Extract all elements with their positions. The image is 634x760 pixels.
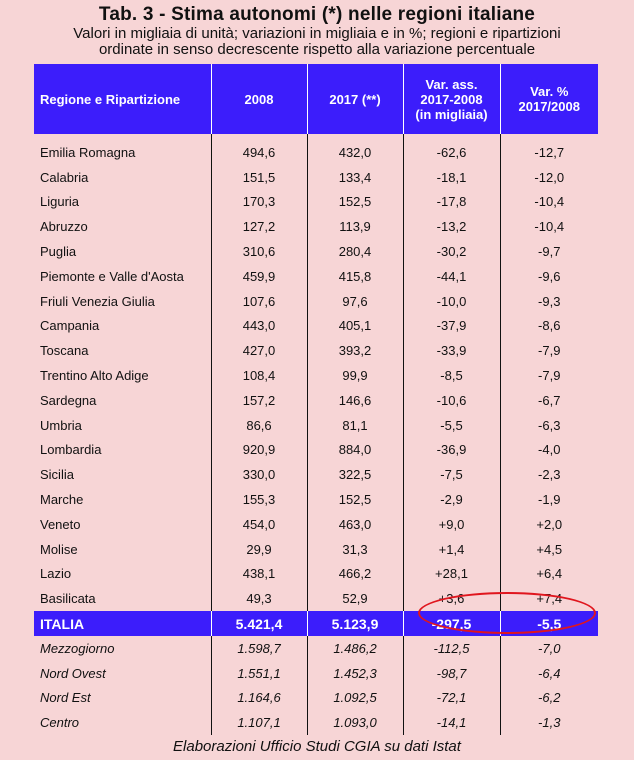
cell-var-pct: -6,2 <box>500 686 598 711</box>
cell-y2008: 108,4 <box>211 363 307 388</box>
cell-var-pct: -7,9 <box>500 363 598 388</box>
subtotal-row <box>34 686 598 711</box>
table-row <box>34 134 598 165</box>
subtitle-line-2: ordinate in senso decrescente rispetto alla variazione percentuale <box>98 41 536 58</box>
cell-region: Campania <box>40 318 100 334</box>
cell-var-pct: -1,9 <box>500 487 598 512</box>
cell-y2008: 107,6 <box>211 289 307 314</box>
cell-y2017: 1.452,3 <box>307 661 403 686</box>
cell-y2017: 463,0 <box>307 512 403 537</box>
table-row <box>34 363 598 388</box>
table-row <box>34 562 598 587</box>
cell-var-pct: -5,5 <box>500 611 598 636</box>
table-row <box>34 537 598 562</box>
cell-var-pct: -7,9 <box>500 338 598 363</box>
cell-region: Lazio <box>40 566 72 582</box>
cell-y2017: 884,0 <box>307 438 403 463</box>
cell-y2008: 459,9 <box>211 264 307 289</box>
cell-var-abs: -7,5 <box>403 462 500 487</box>
cell-region: Mezzogiorno <box>40 640 115 656</box>
table-row <box>34 413 598 438</box>
table-row <box>34 264 598 289</box>
cell-var-abs: -8,5 <box>403 363 500 388</box>
cell-y2017: 113,9 <box>307 214 403 239</box>
cell-var-abs: +1,4 <box>403 537 500 562</box>
table-row <box>34 438 598 463</box>
cell-var-abs: -10,6 <box>403 388 500 413</box>
cell-y2008: 155,3 <box>211 487 307 512</box>
cell-region: Calabria <box>40 169 89 185</box>
cell-region: Nord Est <box>40 690 91 706</box>
cell-region: Puglia <box>40 244 77 260</box>
cell-var-abs: -44,1 <box>403 264 500 289</box>
header-var-pct <box>500 64 598 134</box>
cell-y2008: 427,0 <box>211 338 307 363</box>
cell-var-abs: -30,2 <box>403 239 500 264</box>
cell-y2017: 466,2 <box>307 562 403 587</box>
header-row <box>34 64 598 134</box>
cell-var-abs: -5,5 <box>403 413 500 438</box>
cell-region: Marche <box>40 492 84 508</box>
header-2008: 2008 <box>211 64 307 134</box>
cell-var-abs: -33,9 <box>403 338 500 363</box>
cell-var-pct: -9,7 <box>500 239 598 264</box>
table-row <box>34 487 598 512</box>
cell-var-abs: +3,6 <box>403 586 500 611</box>
cell-y2017: 405,1 <box>307 314 403 339</box>
cell-var-pct: -12,0 <box>500 165 598 190</box>
cell-y2008: 151,5 <box>211 165 307 190</box>
cell-y2017: 99,9 <box>307 363 403 388</box>
cell-region: Abruzzo <box>40 219 88 235</box>
cell-y2008: 1.598,7 <box>211 636 307 661</box>
cell-region: Piemonte e Valle d'Aosta <box>40 268 184 284</box>
cell-y2008: 454,0 <box>211 512 307 537</box>
subtotal-row <box>34 636 598 661</box>
cell-var-abs: -98,7 <box>403 661 500 686</box>
cell-var-pct: -10,4 <box>500 190 598 215</box>
cell-var-abs: +28,1 <box>403 562 500 587</box>
cell-region: Basilicata <box>40 591 96 607</box>
cell-y2017: 415,8 <box>307 264 403 289</box>
cell-y2017: 146,6 <box>307 388 403 413</box>
cell-region: Veneto <box>40 516 81 532</box>
table-row <box>34 338 598 363</box>
cell-y2017: 1.486,2 <box>307 636 403 661</box>
cell-y2017: 81,1 <box>307 413 403 438</box>
table-row <box>34 314 598 339</box>
cell-var-abs: +9,0 <box>403 512 500 537</box>
cell-var-pct: -12,7 <box>500 134 598 165</box>
header-var-abs-line-2: 2017-2008 <box>420 91 483 107</box>
cell-y2008: 29,9 <box>211 537 307 562</box>
cell-region: Emilia Romagna <box>40 144 136 160</box>
cell-var-abs: -37,9 <box>403 314 500 339</box>
header-region: Regione e Ripartizione <box>34 64 211 134</box>
cell-y2008: 920,9 <box>211 438 307 463</box>
cell-region: Molise <box>40 541 78 557</box>
cell-region: Centro <box>40 715 80 731</box>
data-table <box>34 64 598 735</box>
cell-var-abs: -18,1 <box>403 165 500 190</box>
cell-var-pct: -2,3 <box>500 462 598 487</box>
table-row <box>34 512 598 537</box>
header-var-pct-line-1: Var. % <box>530 84 569 99</box>
cell-y2017: 322,5 <box>307 462 403 487</box>
table-row <box>34 239 598 264</box>
table-title: Tab. 3 - Stima autonomi (*) nelle regioni italiane <box>98 4 536 25</box>
header-var-abs <box>403 64 500 134</box>
table-row <box>34 214 598 239</box>
cell-y2008: 438,1 <box>211 562 307 587</box>
cell-y2017: 133,4 <box>307 165 403 190</box>
cell-y2017: 280,4 <box>307 239 403 264</box>
subtitle-line-1: Valori in migliaia di unità; variazioni in migliaia e in %; regioni e ripartizioni <box>73 25 561 42</box>
cell-region: Friuli Venezia Giulia <box>40 293 155 309</box>
cell-y2017: 52,9 <box>307 586 403 611</box>
cell-var-abs: -297,5 <box>403 611 500 636</box>
cell-y2008: 1.107,1 <box>211 710 307 735</box>
cell-var-abs: -72,1 <box>403 686 500 711</box>
cell-var-pct: -9,3 <box>500 289 598 314</box>
header-var-abs-line-1: Var. ass. <box>425 76 478 92</box>
cell-region: Liguria <box>40 194 80 210</box>
cell-var-abs: -36,9 <box>403 438 500 463</box>
cell-y2017: 31,3 <box>307 537 403 562</box>
cell-var-pct: +2,0 <box>500 512 598 537</box>
cell-region: ITALIA <box>34 611 211 636</box>
cell-y2017: 393,2 <box>307 338 403 363</box>
header-2017: 2017 (**) <box>307 64 403 134</box>
cell-var-pct: +4,5 <box>500 537 598 562</box>
cell-region: Toscana <box>40 343 89 359</box>
cell-y2008: 494,6 <box>211 134 307 165</box>
cell-var-pct: -4,0 <box>500 438 598 463</box>
table-row <box>34 388 598 413</box>
cell-y2017: 1.093,0 <box>307 710 403 735</box>
cell-var-abs: -2,9 <box>403 487 500 512</box>
table-row <box>34 165 598 190</box>
cell-y2008: 49,3 <box>211 586 307 611</box>
cell-var-pct: +7,4 <box>500 586 598 611</box>
table-subtitle <box>0 26 634 58</box>
cell-y2017: 152,5 <box>307 487 403 512</box>
cell-var-pct: -6,4 <box>500 661 598 686</box>
cell-y2008: 170,3 <box>211 190 307 215</box>
cell-var-pct: -1,3 <box>500 710 598 735</box>
table-row <box>34 462 598 487</box>
subtotal-row <box>34 661 598 686</box>
cell-y2017: 5.123,9 <box>307 611 403 636</box>
cell-var-abs: -17,8 <box>403 190 500 215</box>
table-row <box>34 190 598 215</box>
cell-var-pct: +6,4 <box>500 562 598 587</box>
cell-y2008: 330,0 <box>211 462 307 487</box>
cell-var-pct: -6,3 <box>500 413 598 438</box>
cell-var-pct: -6,7 <box>500 388 598 413</box>
cell-y2017: 1.092,5 <box>307 686 403 711</box>
cell-region: Trentino Alto Adige <box>40 368 149 384</box>
cell-region: Umbria <box>40 417 82 433</box>
cell-region: Sardegna <box>40 392 97 408</box>
cell-var-pct: -7,0 <box>500 636 598 661</box>
subtotal-row <box>34 710 598 735</box>
cell-region: Lombardia <box>40 442 102 458</box>
cell-var-pct: -10,4 <box>500 214 598 239</box>
cell-var-pct: -8,6 <box>500 314 598 339</box>
header-var-pct-line-2: 2017/2008 <box>518 99 580 114</box>
cell-y2008: 1.551,1 <box>211 661 307 686</box>
highlight-circle <box>418 592 596 634</box>
cell-var-pct: -9,6 <box>500 264 598 289</box>
cell-region: Sicilia <box>40 467 74 483</box>
cell-y2008: 310,6 <box>211 239 307 264</box>
source-note: Elaborazioni Ufficio Studi CGIA su dati Istat <box>173 738 461 755</box>
cell-y2008: 443,0 <box>211 314 307 339</box>
cell-y2017: 152,5 <box>307 190 403 215</box>
cell-y2008: 127,2 <box>211 214 307 239</box>
cell-var-abs: -13,2 <box>403 214 500 239</box>
cell-y2008: 157,2 <box>211 388 307 413</box>
cell-y2008: 5.421,4 <box>211 611 307 636</box>
cell-y2017: 97,6 <box>307 289 403 314</box>
table-row <box>34 289 598 314</box>
cell-y2008: 1.164,6 <box>211 686 307 711</box>
cell-region: Nord Ovest <box>40 665 106 681</box>
cell-y2008: 86,6 <box>211 413 307 438</box>
cell-var-abs: -14,1 <box>403 710 500 735</box>
header-var-abs-line-3: (in migliaia) <box>415 106 488 122</box>
cell-var-abs: -10,0 <box>403 289 500 314</box>
cell-y2017: 432,0 <box>307 134 403 165</box>
cell-var-abs: -62,6 <box>403 134 500 165</box>
cell-var-abs: -112,5 <box>403 636 500 661</box>
